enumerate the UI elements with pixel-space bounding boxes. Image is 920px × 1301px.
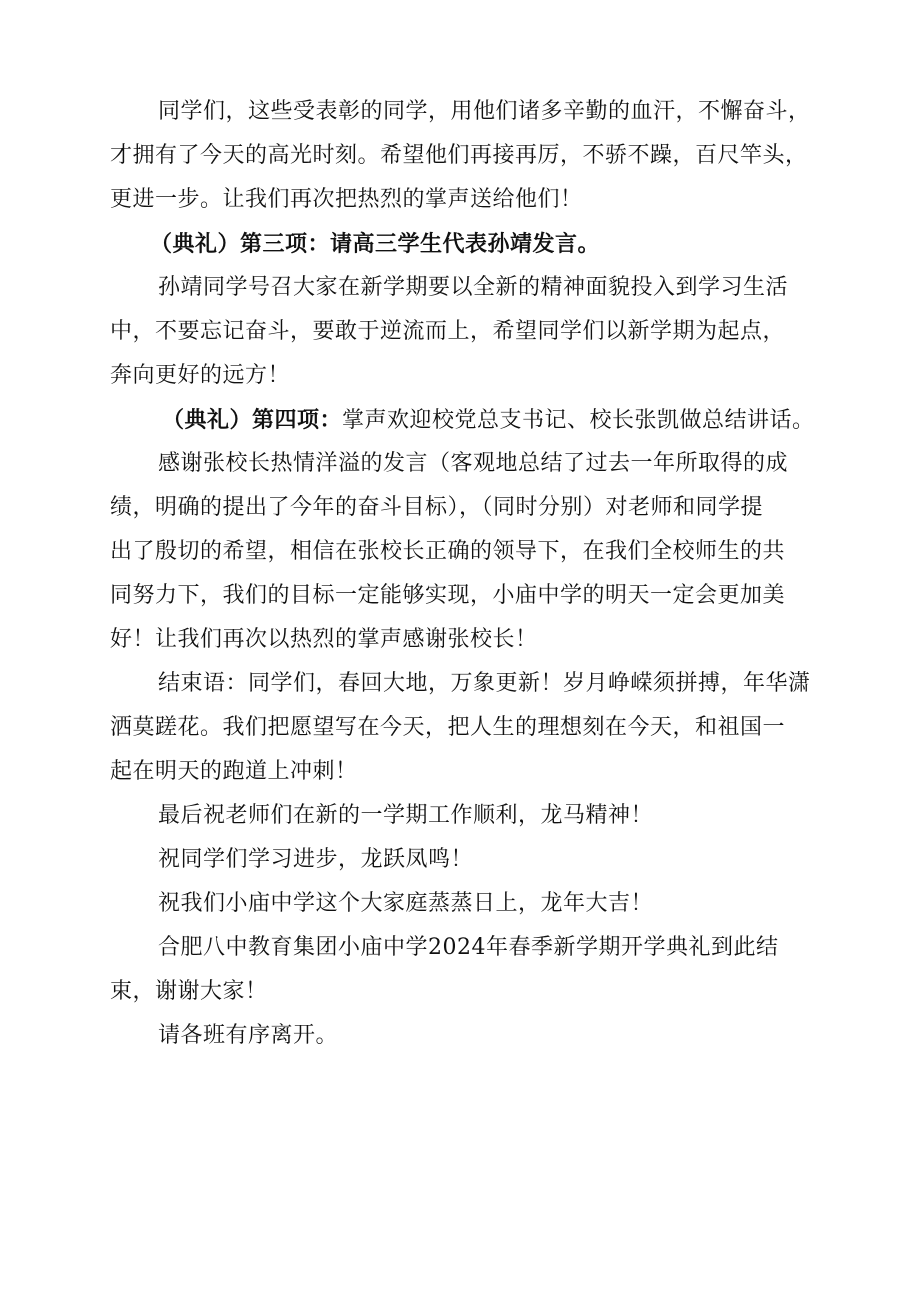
paragraph-line: 祝同学们学习进步，龙跃凤鸣！ xyxy=(158,847,474,872)
paragraph-line: 洒莫蹉花。我们把愿望写在今天，把人生的理想刻在今天，和祖国一 xyxy=(110,715,786,740)
paragraph-line: 孙靖同学号召大家在新学期要以全新的精神面貌投入到学习生活 xyxy=(158,275,789,300)
paragraph-line: 合肥八中教育集团小庙中学2024年春季新学期开学典礼到此结 xyxy=(158,935,779,960)
paragraph-line: 出了殷切的希望，相信在张校长正确的领导下，在我们全校师生的共 xyxy=(110,539,786,564)
paragraph-line: 才拥有了今天的高光时刻。希望他们再接再厉，不骄不躁，百尺竿头， xyxy=(110,143,808,168)
paragraph-line: 结束语：同学们，春回大地，万象更新！岁月峥嵘须拼搏，年华潇 xyxy=(158,671,811,696)
paragraph-line: 绩，明确的提出了今年的奋斗目标），（同时分别）对老师和同学提 xyxy=(110,495,764,520)
paragraph-line: 同努力下，我们的目标一定能够实现，小庙中学的明天一定会更加美 xyxy=(110,583,786,608)
paragraph-line: 好！让我们再次以热烈的掌声感谢张校长！ xyxy=(110,627,538,652)
section-heading-4-text: 掌声欢迎校党总支书记、校长张凯做总结讲话。 xyxy=(342,408,815,433)
paragraph-line: 奔向更好的远方！ xyxy=(110,363,291,388)
paragraph-line: 同学们，这些受表彰的同学，用他们诸多辛勤的血汗，不懈奋斗， xyxy=(158,99,811,124)
paragraph-line: 中，不要忘记奋斗，要敢于逆流而上，希望同学们以新学期为起点， xyxy=(110,319,786,344)
paragraph-line: 请各班有序离开。 xyxy=(158,1023,339,1048)
paragraph-line: 起在明天的跑道上冲刺！ xyxy=(110,759,358,784)
paragraph-line: 最后祝老师们在新的一学期工作顺利，龙马精神！ xyxy=(158,803,654,828)
paragraph-line: 更进一步。让我们再次把热烈的掌声送给他们！ xyxy=(110,187,583,212)
section-heading-3: （典礼）第三项：请高三学生代表孙靖发言。 xyxy=(150,231,601,257)
paragraph-line: 祝我们小庙中学这个大家庭蒸蒸日上，龙年大吉！ xyxy=(158,891,654,916)
section-heading-4-line xyxy=(162,405,882,436)
paragraph-line: 感谢张校长热情洋溢的发言（客观地总结了过去一年所取得的成 xyxy=(158,451,789,476)
paragraph-line: 束，谢谢大家！ xyxy=(110,979,268,1004)
section-heading-4: （典礼）第四项： xyxy=(162,407,343,433)
